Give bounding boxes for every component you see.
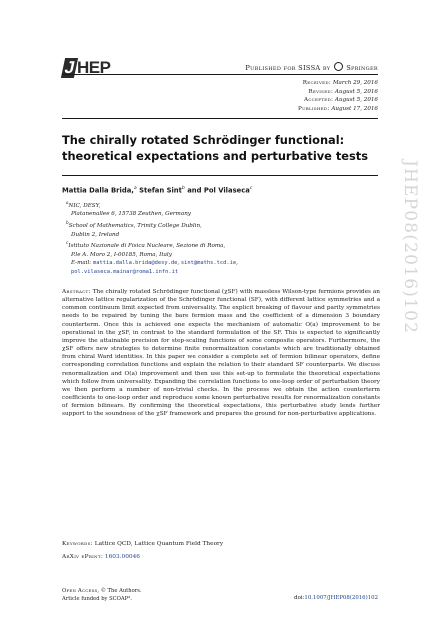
publication-dates [298, 79, 378, 113]
email-link-1[interactable]: mattia.dalla.brida@desy.de [92, 260, 178, 267]
keywords: Keywords: Lattice QCD, Lattice Quantum Field Theory [62, 541, 224, 547]
date-received: Received: March 29, 2016 [302, 80, 378, 86]
doi: doi:10.1007/JHEP08(2016)102 [294, 595, 378, 601]
header-rule [62, 74, 378, 75]
email-line: E-mail: mattia.dalla.brida@desy.de, sint@maths.tcd.ie, [71, 260, 238, 267]
date-published: Published: August 17, 2016 [298, 105, 378, 112]
paper-title: The chirally rotated Schrödinger functional: theoretical expectations and perturbative tests [62, 133, 369, 163]
arxiv-link[interactable]: 1603.00046 [104, 554, 140, 560]
author-list: Mattia Dalla Brida,$^a$ Stefan Sint$^b$ and Pol Vilaseca$^c$ [62, 186, 253, 195]
title-top-rule [62, 118, 378, 119]
doi-link[interactable]: 10.1007/JHEP08(2016)102 [304, 595, 378, 601]
title-bottom-rule [62, 175, 378, 176]
springer-icon [334, 62, 343, 71]
license-note: Open Access, © The Authors. Article funded by SCOAP³. [62, 588, 142, 602]
email-link-2[interactable]: sint@maths.tcd.ie [180, 260, 237, 267]
date-accepted: Accepted: August 5, 2016 [303, 97, 378, 104]
journal-logo: JHEP [63, 58, 110, 78]
abstract: Abstract: The chirally rotated Schrödinger functional (χSF) with massless Wilson-type fermions provides an alternative lattice regularization of the Schrödinger functional (SF), with different lattice symmetries and a common continuum limit expected from universality. The explicit breaking of flavour and parity symmetries needs to be repaired by tuning the bare fermion mass and the coefficient of a dimension 3 boundary counterterm. Once this is achieved one expects the mechanism of automatic O(a) improvement to be operational in the χSF, in contrast to the standard formulation of the SF. This is expected to significantly improve the attainable precision for step-scaling functions of some composite operators. Furthermore, the χSF offers new strategies to determine finite renormalization constants which are traditionally obtained from chiral Ward identities. In this paper we consider a complete set of fermion bilinear operators, define corresponding correlation functions and explain the relation to their standard SF counterparts. We discuss renormalization and O(a) improvement and then use this set-up to formulate the theoretical expectations which follow from universality. Expanding the correlation functions to one-loop order of perturbation theory we then perform a number of non-trivial checks. In the process we obtain the action counterterm coefficients to one-loop order and reproduce some known perturbative results for renormalization constants of fermion bilinears. By confirming the theoretical expectations, this perturbative study lends further support to the soundness of the χSF framework and prepares the ground for non-perturbative applications. [62, 289, 381, 418]
sidebar-article-id: JHEP08(2016)102 [400, 160, 420, 335]
publisher-line: Published for SISSA by Springer [245, 64, 378, 72]
date-revised: Revised: August 5, 2016 [308, 88, 378, 95]
arxiv-eprint: ArXiv ePrint: 1603.00046 [62, 554, 140, 560]
email-link-3[interactable]: pol.vilaseca.mainar@roma1.infn.it [71, 268, 179, 275]
affiliations: $^a$NIC, DESY, Platanenallee 6, 15738 Zeuthen, Germany $^b$School of Mathematics, Trinity College Dublin, Dublin 2, Ireland $^c$Istituto Nazionale di Fisica Nucleare, Sezione di Roma, P.le A. Moro 2, I-00185, Roma, Italy E-mail: mattia.dalla.brida@desy.de, sint@maths.tcd.ie, pol.vilaseca.mainar@roma1.infn.it [66, 200, 238, 275]
